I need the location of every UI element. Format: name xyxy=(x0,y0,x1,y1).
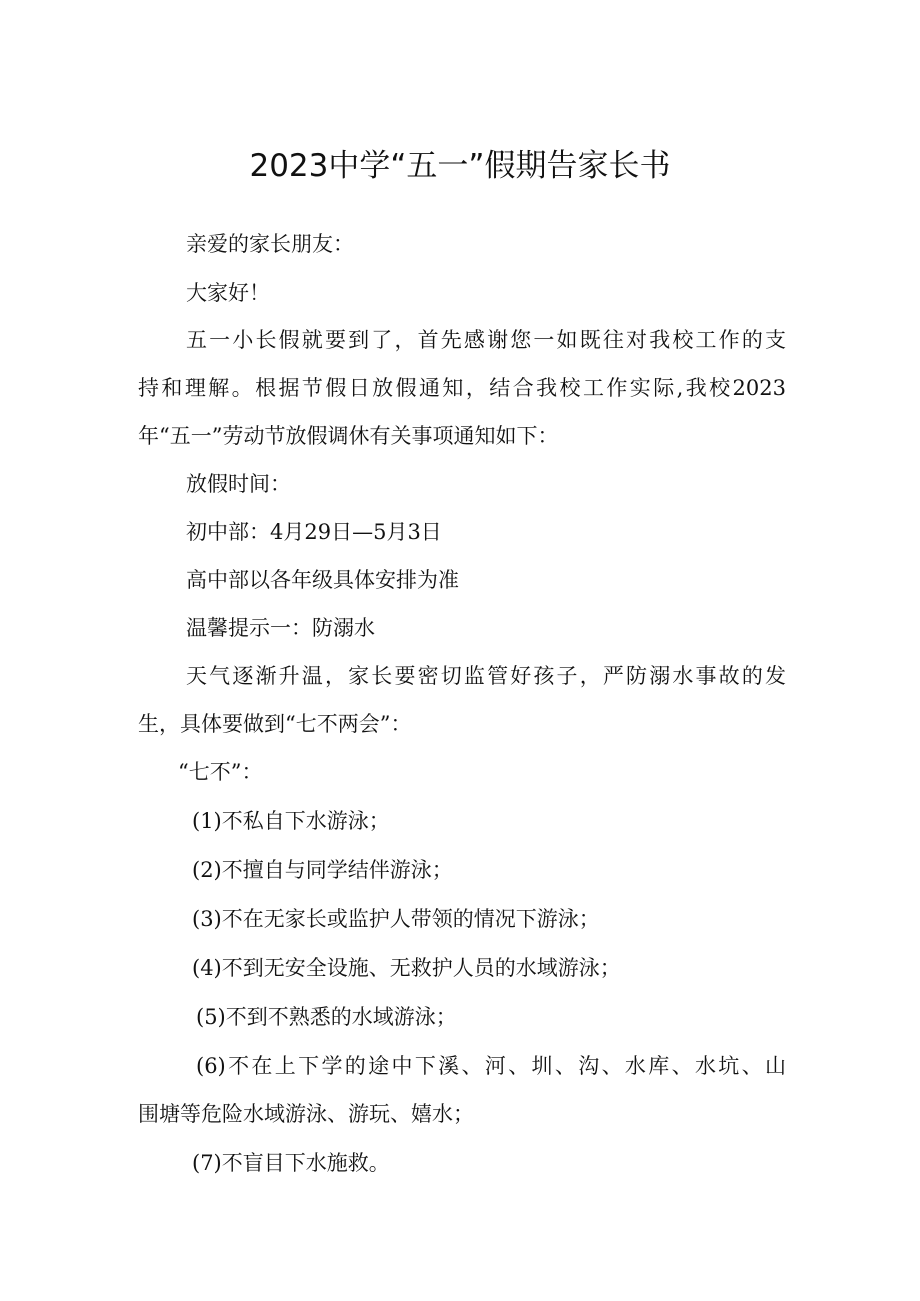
rule-item-2: (2)不擅自与同学结伴游泳； xyxy=(192,858,453,882)
rule-item-5: (5)不到不熟悉的水域游泳； xyxy=(196,1005,457,1029)
seven-dont-heading: “七不”： xyxy=(178,760,263,784)
intro-paragraph-line-1: 五一小长假就要到了，首先感谢您一如既往对我校工作的支 xyxy=(186,328,786,352)
senior-school-schedule: 高中部以各年级具体安排为准 xyxy=(186,568,459,592)
rule-item-7: (7)不盲目下水施救。 xyxy=(192,1151,390,1175)
greeting-line: 大家好！ xyxy=(186,281,270,305)
safety-paragraph-line-1: 天气逐渐升温，家长要密切监管好孩子，严防溺水事故的发 xyxy=(186,664,786,688)
document-title: 2023中学“五一”假期告家长书 xyxy=(249,148,671,184)
rule-item-6-line-1: (6)不在上下学的途中下溪、河、圳、沟、水库、水坑、山 xyxy=(196,1054,786,1078)
tip-one-heading: 温馨提示一：防溺水 xyxy=(186,616,375,640)
intro-paragraph-line-3: 年“五一”劳动节放假调休有关事项通知如下： xyxy=(138,424,559,448)
junior-school-schedule: 初中部：4月29日—5月3日 xyxy=(186,520,442,544)
safety-paragraph-line-2: 生，具体要做到“七不两会”： xyxy=(138,712,412,736)
holiday-time-heading: 放假时间： xyxy=(186,472,291,496)
rule-item-1: (1)不私自下水游泳； xyxy=(192,809,390,833)
salutation-line: 亲爱的家长朋友： xyxy=(186,232,354,256)
rule-item-4: (4)不到无安全设施、无救护人员的水域游泳； xyxy=(192,956,621,980)
rule-item-3: (3)不在无家长或监护人带领的情况下游泳； xyxy=(192,907,600,931)
intro-paragraph-line-2: 持和理解。根据节假日放假通知，结合我校工作实际,我校2023 xyxy=(138,376,786,400)
rule-item-6-line-2: 围塘等危险水域游泳、游玩、嬉水； xyxy=(138,1102,474,1126)
